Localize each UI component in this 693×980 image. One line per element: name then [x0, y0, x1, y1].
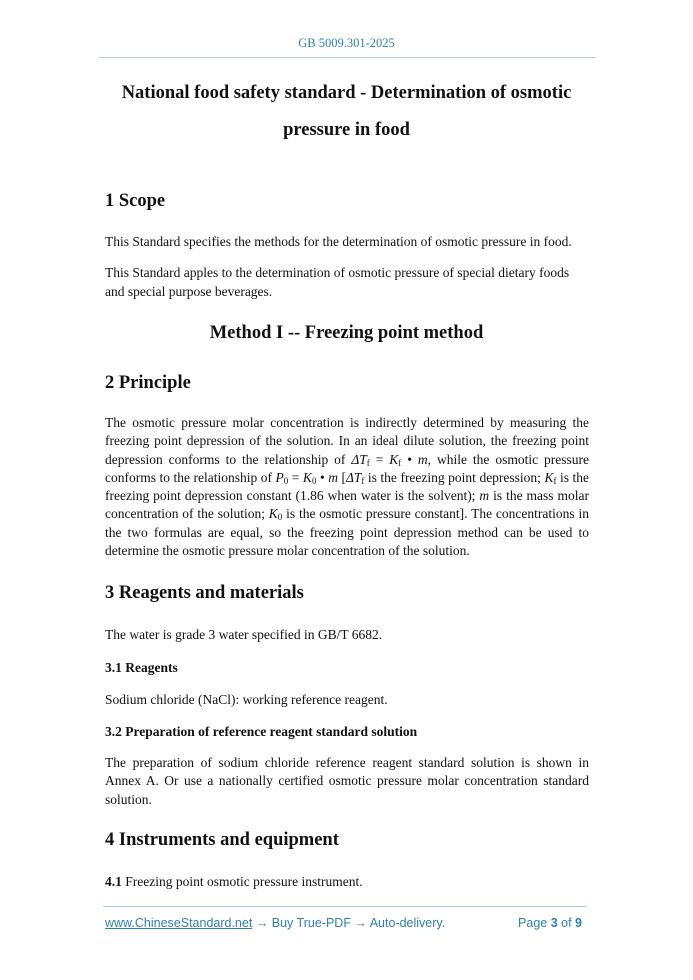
method-heading: Method I -- Freezing point method: [209, 323, 484, 343]
page-footer: [105, 916, 585, 934]
subsection-heading-preparation: 3.2 Preparation of reference reagent standard solution: [105, 724, 418, 739]
section-heading-instruments: 4 Instruments and equipment: [105, 830, 339, 850]
scope-paragraph-2-line2: and special purpose beverages.: [105, 284, 273, 299]
page-number: Page 3 of 9: [518, 916, 582, 930]
reagents-sodium-chloride: Sodium chloride (NaCl): working reference reagent.: [105, 692, 388, 707]
arrow-right-icon: →: [252, 916, 272, 930]
website-link[interactable]: www.ChineseStandard.net: [105, 916, 253, 930]
reagents-intro: The water is grade 3 water specified in GB/T 6682.: [105, 627, 383, 642]
document-title-line2: pressure in food: [283, 120, 410, 140]
principle-paragraph: The osmotic pressure molar concentration is indirectly determined by measuring the freezing point depression of the solution. In an ideal dilute solution, the freezing point depression conforms to the relationship of $\Delta T_f = K_f$ • m, while the osmotic pressure conforms to the relationship of $P_0 = K_0$ • m [$\Delta T_f$ is the freezing point depression; $K_f$ is the freezing point depression constant (1.86 when water is the solvent); m is the mass molar concentration of the solution; $K_0$ is the osmotic pressure constant]. The concentrations in the two formulas are equal, so the freezing point depression method can be used to determine the osmotic pressure molar concentration of the solution.: [105, 415, 590, 559]
section-heading-reagents: 3 Reagents and materials: [105, 583, 304, 603]
current-page: 3: [550, 916, 558, 930]
section-heading-scope: 1 Scope: [105, 191, 166, 211]
footer-divider: [103, 906, 586, 907]
instrument-item-1: 4.1 Freezing point osmotic pressure instrument.: [105, 874, 363, 889]
document-code: GB 5009.301-2025: [298, 36, 395, 50]
scope-paragraph-2-line1: This Standard apples to the determination of osmotic pressure of special dietary foods: [105, 265, 570, 280]
subsection-heading-reagents: 3.1 Reagents: [105, 660, 178, 675]
footer-promo: www.ChineseStandard.net → Buy True-PDF → Auto-delivery.: [105, 916, 446, 930]
preparation-paragraph: The preparation of sodium chloride reference reagent standard solution is shown in Annex A. Or use a nationally certified osmotic pressure molar concentration standard solution.: [105, 755, 589, 807]
scope-paragraph-1: This Standard specifies the methods for the determination of osmotic pressure in food.: [105, 234, 572, 249]
section-heading-principle: 2 Principle: [105, 373, 191, 393]
document-title-line1: National food safety standard - Determination of osmotic: [121, 83, 572, 103]
arrow-right-icon: →: [350, 916, 370, 930]
total-pages: 9: [575, 916, 582, 930]
header-divider: [99, 57, 596, 58]
